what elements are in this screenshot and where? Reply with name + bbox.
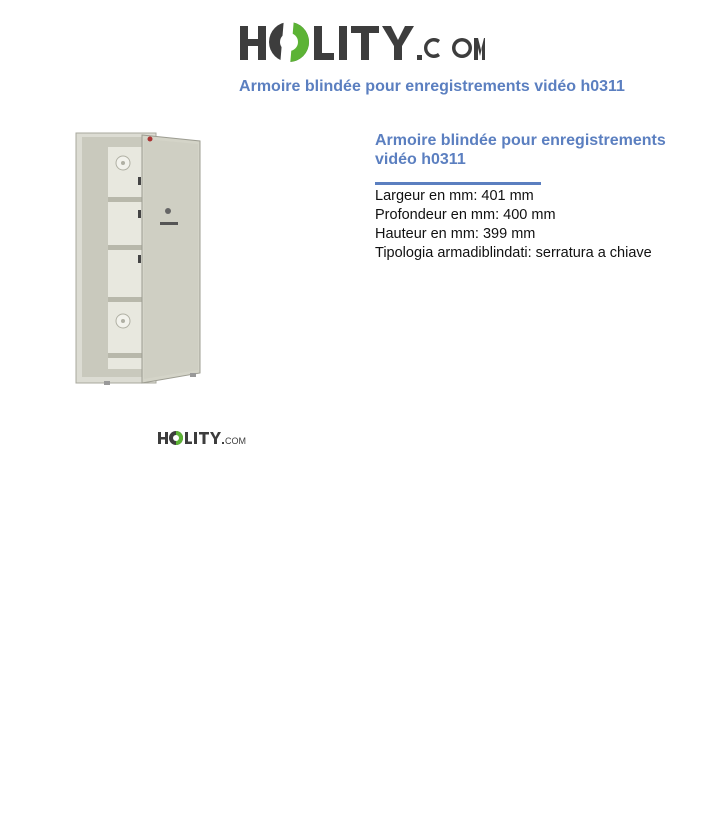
- spec-item: Hauteur en mm: 399 mm: [375, 226, 536, 242]
- product-info: [375, 131, 695, 263]
- spec-list: [375, 187, 695, 263]
- spec-item: Tipologia armadiblindati: serratura a chiave: [375, 245, 652, 261]
- spec-item: Profondeur en mm: 400 mm: [375, 207, 556, 223]
- spec-item: Largeur en mm: 401 mm: [375, 188, 534, 204]
- product-title: Armoire blindée pour enregistrements vidéo h0311: [375, 132, 666, 168]
- svg-text:COM: COM: [225, 436, 246, 446]
- title-divider: [375, 182, 541, 185]
- page-heading: Armoire blindée pour enregistrements vidéo h0311: [239, 78, 625, 95]
- armored-cabinet-image: [60, 125, 230, 390]
- holity-logo-small[interactable]: [158, 428, 248, 448]
- holity-logo[interactable]: [240, 12, 485, 68]
